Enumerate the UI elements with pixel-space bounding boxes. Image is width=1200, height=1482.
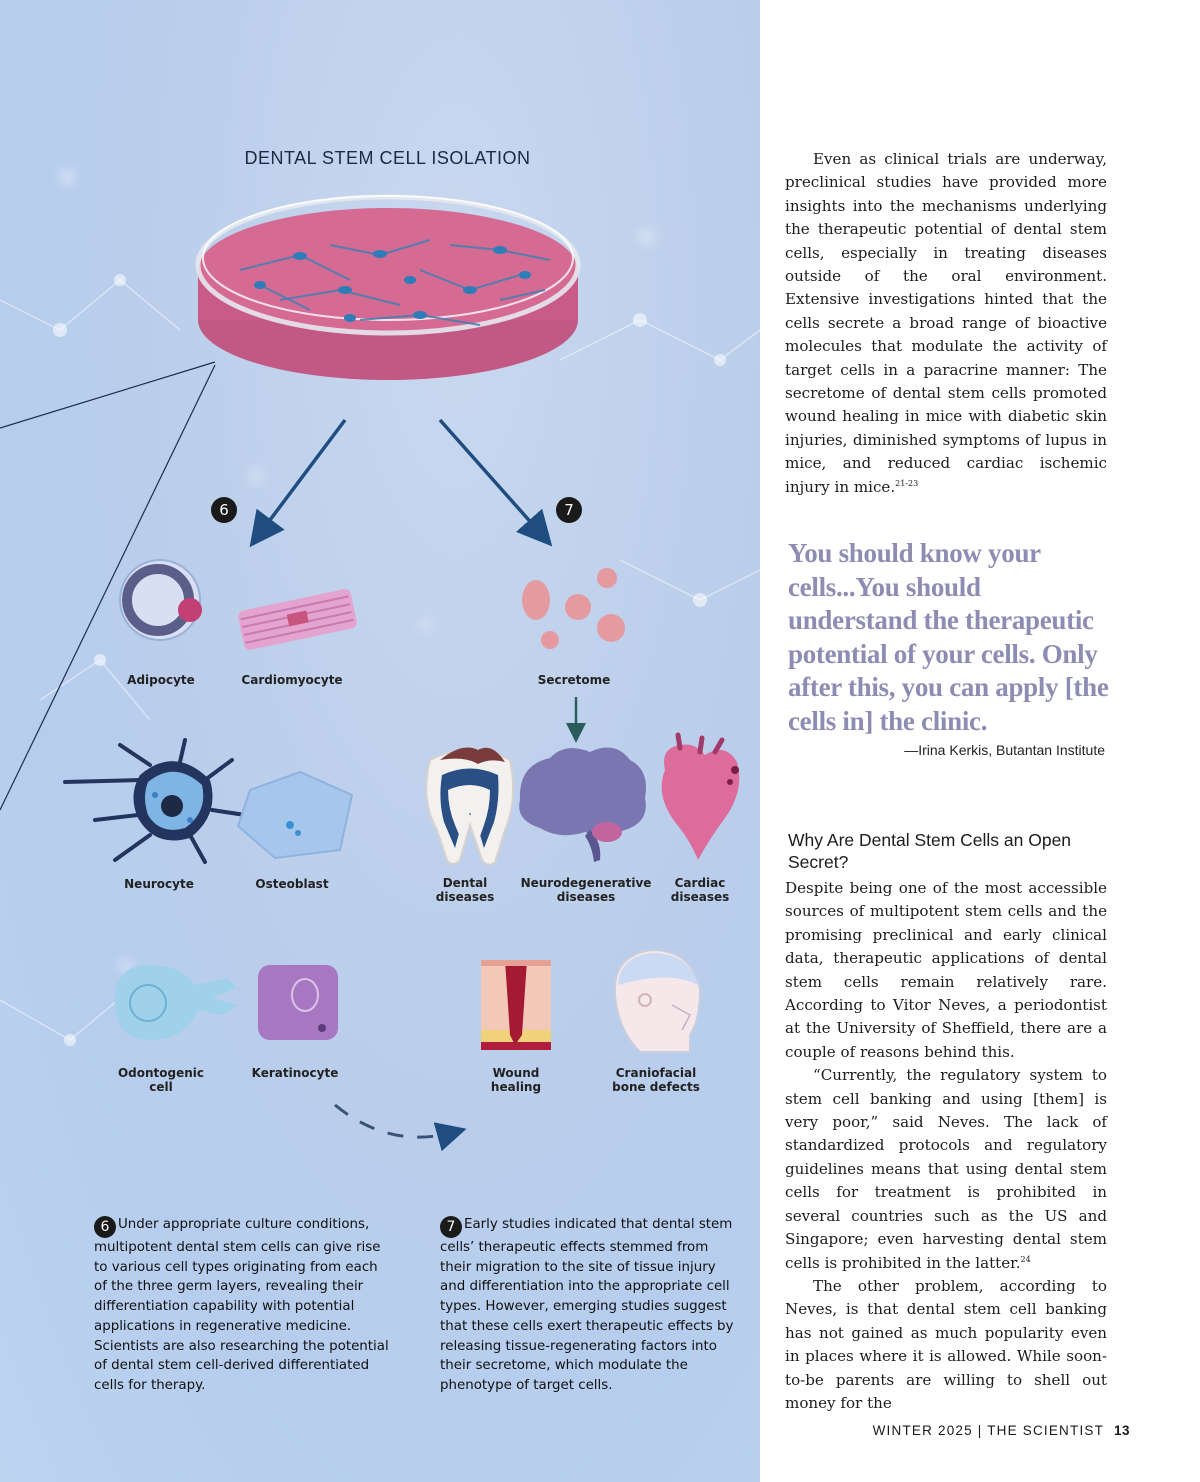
arrow-to-differentiation <box>258 420 345 536</box>
caption-6-badge: 6 <box>94 1216 116 1238</box>
caption-6-text: Under appropriate culture conditions, multipotent dental stem cells can give rise to various cell types originating from each of the three germ layers, revealing their differentiation capability with potential applications in regenerative medicine. Scientists are also researching the potential of dental stem cell-derived differentiated cells for therapy. <box>94 1217 389 1393</box>
neurodegenerative-diseases-icon <box>519 748 646 863</box>
label-neurodegenerative-diseases: Neurodegenerative diseases <box>520 876 652 904</box>
label-cardiomyocyte: Cardiomyocyte <box>241 673 343 687</box>
caption-step-6 <box>94 1215 389 1396</box>
connector-line <box>0 362 215 428</box>
odontogenic-cell-icon <box>115 965 238 1040</box>
article-paragraph-2: Despite being one of the most accessible sources of multipotent stem cells and the promising preclinical and early clinical data, therapeutic applications of dental stem cells remain relatively rare. According to Vitor Neves, a periodontist at the University of Sheffield, there are a couple of reasons behind this. <box>785 879 1107 1061</box>
article-paragraph-4: The other problem, according to Neves, is that dental stem cell banking has not gained as much popularity even in places where it is allowed. While soon-to-be parents are willing to shell out money for the <box>785 1276 1107 1412</box>
secretome-icon <box>522 568 625 649</box>
section-heading: Why Are Dental Stem Cells an Open Secret? <box>788 830 1072 872</box>
dental-diseases-icon <box>426 748 513 865</box>
pull-quote-attribution: —Irina Kerkis, Butantan Institute <box>904 742 1105 758</box>
label-neurocyte: Neurocyte <box>124 877 194 891</box>
label-cardiac-diseases: Cardiac diseases <box>670 876 730 904</box>
citation-21-23: 21-23 <box>895 478 919 488</box>
cardiac-diseases-icon <box>662 735 740 860</box>
label-keratinocyte: Keratinocyte <box>251 1066 339 1080</box>
arrow-to-secretome <box>440 420 543 536</box>
figure-title: DENTAL STEM CELL ISOLATION <box>244 148 531 168</box>
label-osteoblast: Osteoblast <box>255 877 329 891</box>
caption-step-7 <box>440 1215 735 1396</box>
article-paragraph-1 <box>785 148 1107 499</box>
adipocyte-icon <box>120 560 202 640</box>
article-column-bottom <box>785 877 1107 1415</box>
cardiomyocyte-icon <box>237 588 358 651</box>
label-craniofacial-bone-defects: Craniofacial bone defects <box>612 1066 700 1094</box>
label-adipocyte: Adipocyte <box>127 673 195 687</box>
label-wound-healing: Wound healing <box>490 1066 542 1094</box>
molecule-network-decoration <box>0 280 760 1040</box>
page-footer <box>873 1423 1130 1438</box>
neurocyte-icon <box>65 740 245 862</box>
issue-label: WINTER 2025 | THE SCIENTIST <box>872 1423 1105 1438</box>
article-paragraph-3 <box>785 1064 1107 1275</box>
label-secretome: Secretome <box>537 673 611 687</box>
label-odontogenic-cell: Odontogenic cell <box>117 1066 205 1094</box>
pull-quote: You should know your cells...You should understand the therapeutic potential of your cells. Only after this, you can apply [the cells in] the clinic. <box>788 538 1109 736</box>
petri-dish-icon <box>198 196 578 380</box>
para1-text: Even as clinical trials are underway, preclinical studies have provided more insights into the mechanisms underlying the therapeutic potential of dental stem cells, especially in treating diseases outside of the oral environment. Extensive investigations hinted that the cells secrete a broad range of bioactive molecules that modulate the activity of target cells in a paracrine manner: The secretome of dental stem cells promoted wound healing in mice with diabetic skin injuries, diminished symptoms of lupus in mice, and reduced cardiac ischemic injury in mice. <box>785 150 1107 496</box>
step-7-badge: 7 <box>556 497 582 523</box>
label-dental-diseases: Dental diseases <box>435 876 495 904</box>
caption-7-text: Early studies indicated that dental stem cells’ therapeutic effects stemmed from their migration to the site of tissue injury and differentiation into the appropriate cell types. However, emerging studies suggest that these cells exert therapeutic effects by releasing tissue-regenerating factors into their secretome, which modulate the phenotype of target cells. <box>440 1217 734 1393</box>
para3-text: “Currently, the regulatory system to stem cell banking and using [them] is very poor,” said Neves. The lack of standardized protocols and regulatory guidelines means that using dental stem cells for treatment is prohibited in several countries such as the US and Singapore; even harvesting dental stem cells is prohibited in the latter. <box>785 1066 1107 1272</box>
wound-healing-icon <box>481 960 551 1050</box>
page-number: 13 <box>1113 1423 1130 1438</box>
craniofacial-bone-defects-icon <box>615 950 700 1052</box>
dashed-arrow <box>335 1105 455 1137</box>
article-column-top <box>785 148 1107 499</box>
citation-24: 24 <box>1020 1254 1031 1264</box>
caption-7-badge: 7 <box>440 1216 462 1238</box>
keratinocyte-icon <box>258 965 338 1040</box>
osteoblast-icon <box>238 772 352 858</box>
step-6-badge: 6 <box>211 497 237 523</box>
